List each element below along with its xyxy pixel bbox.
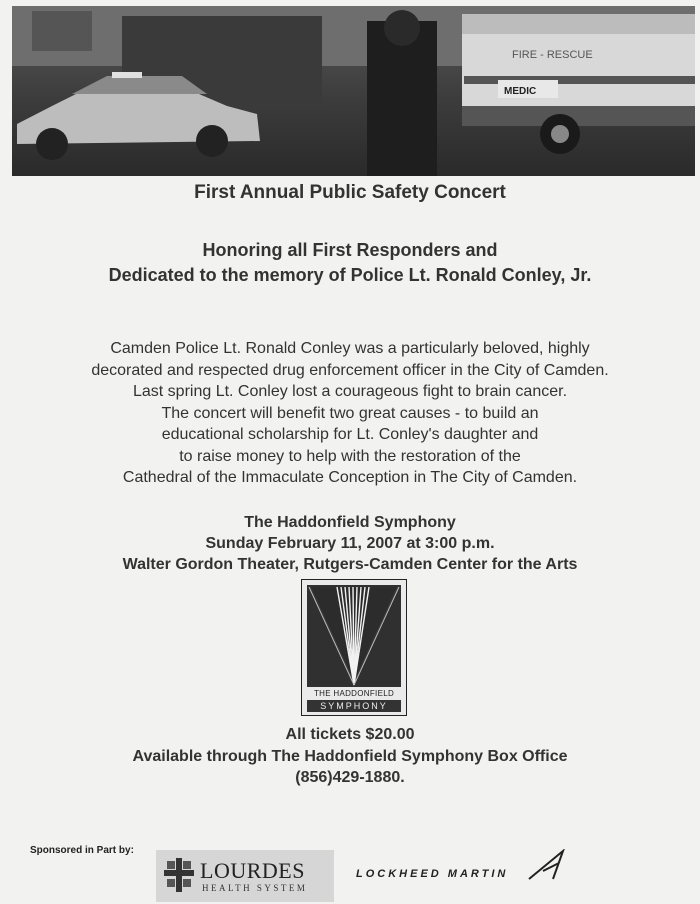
haddonfield-symphony-logo [301,579,407,716]
lourdes-name: LOURDES [200,858,305,883]
event-details [0,512,700,575]
sponsor-label: Sponsored in Part by: [30,845,134,856]
event-datetime: Sunday February 11, 2007 at 3:00 p.m. [205,535,495,552]
lockheed-star-icon [525,849,567,883]
logo-name-line1: THE HADDONFIELD [313,689,395,698]
lockheed-martin-logo: LOCKHEED MARTIN [356,868,509,880]
cross-icon [164,858,194,892]
description-block [0,338,700,489]
honor-line: Dedicated to the memory of Police Lt. Ronald Conley, Jr. [108,265,592,285]
header-photo [12,6,695,176]
logo-name-line2: SYMPHONY [307,700,401,712]
ticket-price: All tickets $20.00 [285,726,415,743]
body-line: Camden Police Lt. Ronald Conley was a particularly beloved, highly [110,340,590,357]
honor-block [0,238,700,288]
event-performer: The Haddonfield Symphony [244,514,456,531]
body-line: The concert will benefit two great causes - to build an [161,404,539,422]
logo-rays-graphic [307,585,401,687]
ticket-info [0,724,700,789]
lourdes-logo [156,850,334,902]
body-line: educational scholarship for Lt. Conley's daughter and [161,426,539,443]
concert-title: First Annual Public Safety Concert [194,182,506,203]
event-venue: Walter Gordon Theater, Rutgers-Camden Center for the Arts [122,556,578,573]
ticket-availability: Available through The Haddonfield Symphony Box Office [132,747,568,765]
body-line: Cathedral of the Immaculate Conception in The City of Camden. [122,469,578,486]
truck-text: FIRE - RESCUE [512,49,593,61]
box-office-phone: (856)429-1880. [295,769,405,786]
medic-text: MEDIC [504,86,537,97]
body-line: Last spring Lt. Conley lost a courageous fight to brain cancer. [132,383,568,400]
body-line: to raise money to help with the restoration of the [179,447,521,465]
body-line: decorated and respected drug enforcement officer in the City of Camden. [91,361,609,379]
honor-line: Honoring all First Responders and [202,240,498,260]
lourdes-subtitle: HEALTH SYSTEM [202,883,308,893]
